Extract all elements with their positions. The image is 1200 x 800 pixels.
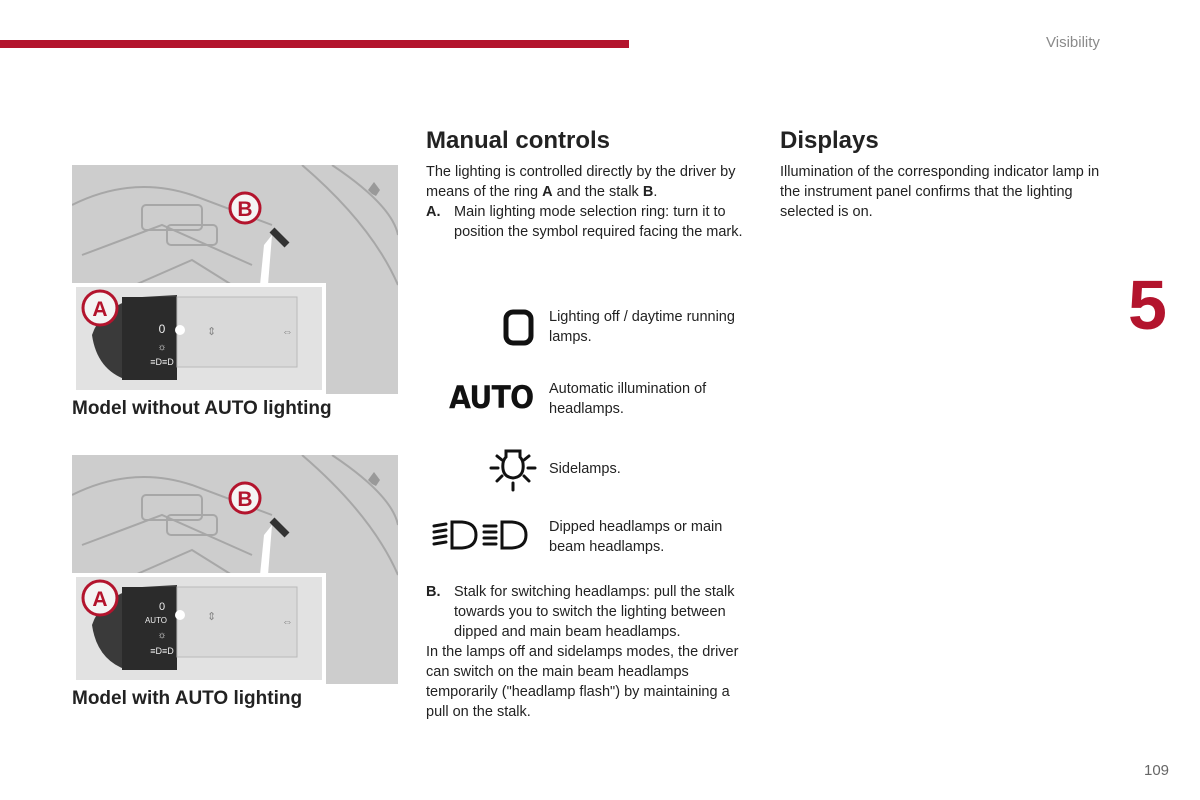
manual-controls-heading: Manual controls [426,127,611,154]
marker-a: A [92,588,108,611]
marker-a: A [92,298,108,321]
section-title: Visibility [1046,34,1100,51]
item-a-label: A. [426,204,441,220]
caption-with-auto: Model with AUTO lighting [72,688,303,709]
item-a [426,202,748,242]
figure-without-auto [72,165,398,394]
figure-with-auto [72,455,398,684]
svg-text:☼: ☼ [157,342,167,353]
manual-controls-section [426,126,748,242]
item-b-text: Stalk for switching headlamps: pull the stalk towards you to switch the lighting between dipped and main beam headlamps. [454,584,735,640]
page-number: 109 [1144,762,1170,779]
header-accent-bar [0,40,629,48]
item-a-text: Main lighting mode selection ring: turn it to position the symbol required facing the mark. [454,204,743,240]
svg-text:⇔: ⇔ [282,616,293,628]
displays-heading: Displays [780,127,879,154]
ring-mark-off: 0 [158,322,166,336]
auto-icon: AUTO [449,380,534,416]
item-b [426,582,748,642]
chapter-number: 5 [1128,266,1167,344]
ring-auto-label: AUTO [144,616,168,625]
symbol-text-sidelamps: Sidelamps. [549,461,621,477]
symbol-text-auto: Automatic illumination of headlamps. [549,381,707,417]
symbol-text-headlamps: Dipped headlamps or main beam headlamps. [549,519,723,555]
displays-text: Illumination of the corresponding indicator lamp in the instrument panel confirms that the lighting selected is on. [780,164,1100,220]
marker-b: B [237,198,253,221]
svg-text:⇔: ⇔ [282,326,293,338]
marker-b: B [237,488,253,511]
displays-section [780,126,1102,222]
item-b-label: B. [426,584,441,600]
svg-text:⇕: ⇕ [207,611,217,623]
svg-text:⇕: ⇕ [207,326,217,338]
stalk-section [426,582,748,722]
svg-text:☼: ☼ [157,630,167,641]
headlamp-flash-text: In the lamps off and sidelamps modes, the driver can switch on the main beam headlamps temporarily ("headlamp flash") by maintaining a pull on the stalk. [426,644,739,720]
symbol-text-off: Lighting off / daytime running lamps. [549,309,735,345]
caption-without-auto: Model without AUTO lighting [72,398,332,419]
manual-controls-intro: The lighting is controlled directly by the driver by means of the ring A and the stalk B. [426,164,736,200]
lighting-off-icon [503,309,535,347]
svg-text:≡D≡D: ≡D≡D [150,646,174,656]
svg-text:≡D≡D: ≡D≡D [150,357,174,367]
sidelamps-icon [488,447,538,493]
headlamps-icon [432,518,536,552]
ring-mark-off: 0 [158,601,166,613]
